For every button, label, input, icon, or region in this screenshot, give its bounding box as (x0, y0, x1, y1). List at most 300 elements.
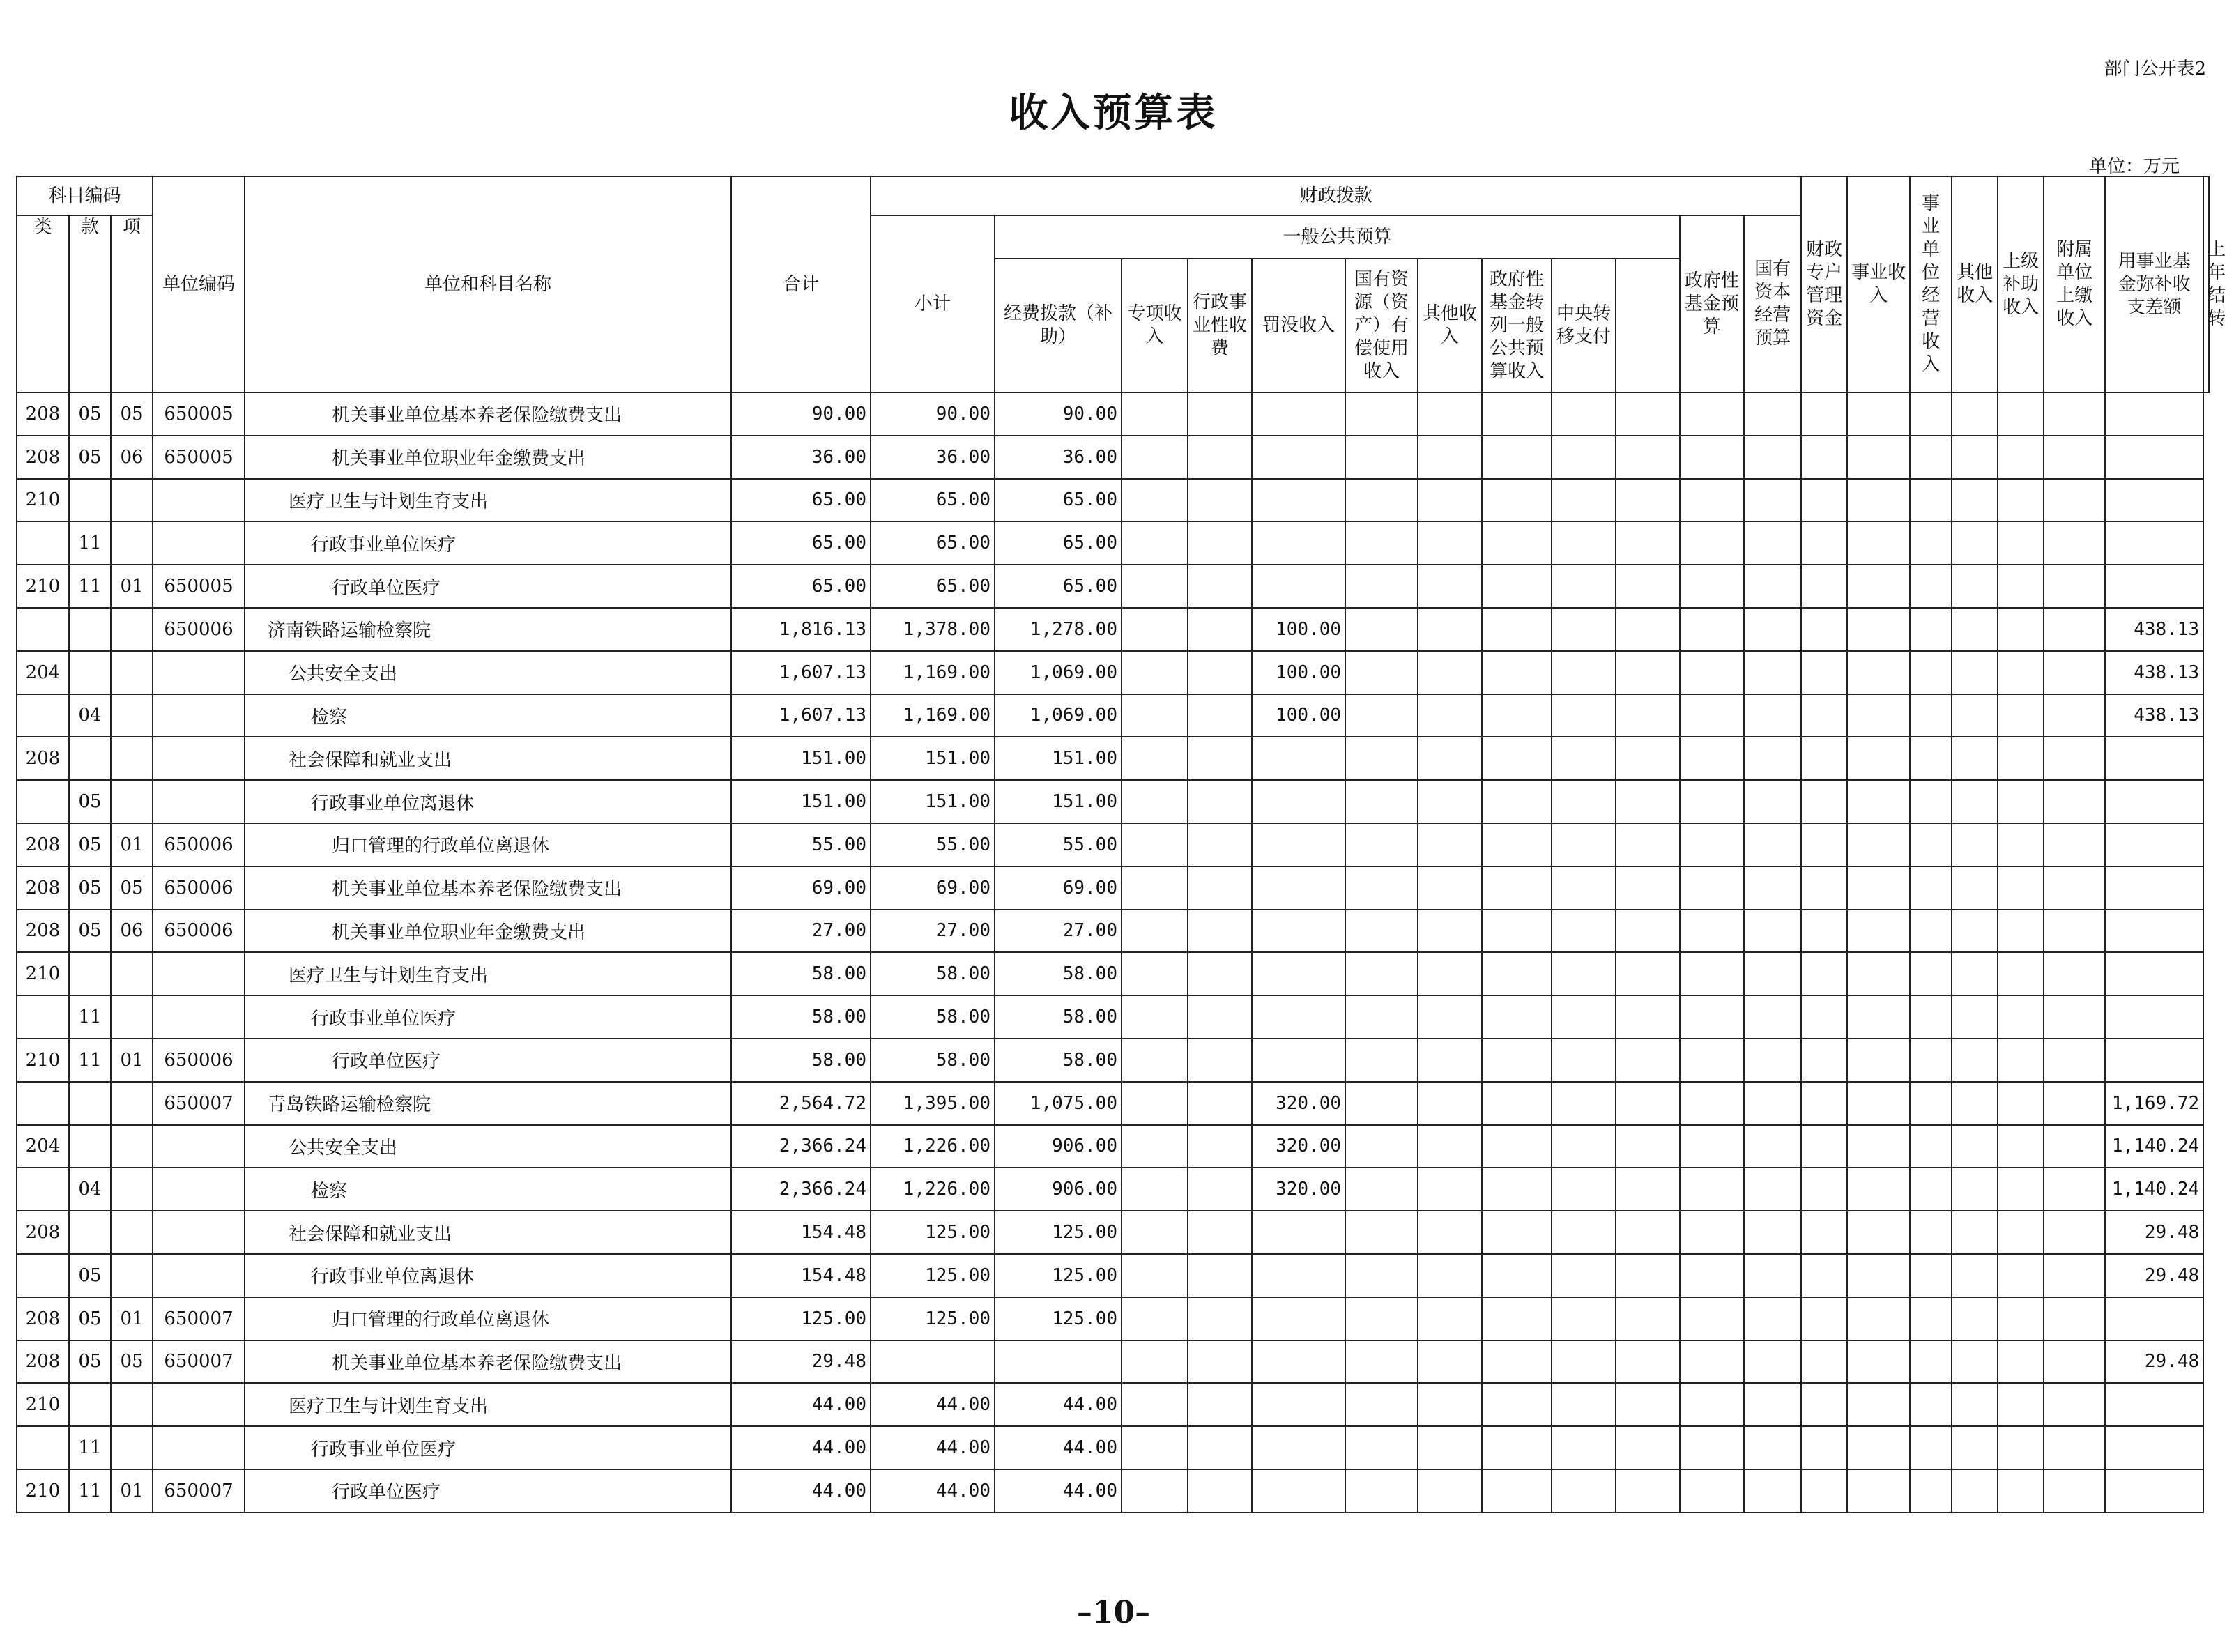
cell-carryover (2105, 780, 2203, 823)
cell-other-income-2 (1910, 1297, 1952, 1340)
cell-kuan (69, 1383, 111, 1426)
cell-total: 36.00 (731, 436, 871, 479)
cell-subtotal: 125.00 (871, 1211, 995, 1254)
cell-state-capital (1680, 1383, 1744, 1426)
cell-superior-subsidy (1952, 995, 1998, 1039)
cell-unit-code (153, 1125, 245, 1168)
cell-carryover: 438.13 (2105, 694, 2203, 737)
cell-kuan: 11 (69, 1039, 111, 1082)
cell-state-asset (1345, 608, 1418, 651)
cell-subtotal: 1,226.00 (871, 1168, 995, 1211)
header-funding: 经费拨款（补助） (995, 259, 1122, 392)
cell-superior-subsidy (1952, 1426, 1998, 1469)
cell-other-income-1 (1418, 780, 1482, 823)
table-body (17, 392, 2209, 1513)
cell-affiliated-payment (1998, 1211, 2044, 1254)
cell-gov-fund-budget (1616, 780, 1680, 823)
cell-superior-subsidy (1952, 436, 1998, 479)
cell-kuan (69, 651, 111, 694)
cell-fine-income (1252, 1340, 1345, 1384)
cell-admin-fee (1188, 1125, 1252, 1168)
cell-kuan: 05 (69, 866, 111, 910)
cell-other-income-1 (1418, 1340, 1482, 1384)
cell-lei (17, 1168, 69, 1211)
cell-carryover (2105, 392, 2203, 436)
table-row (17, 1125, 2209, 1168)
table-row (17, 1211, 2209, 1254)
cell-central-transfer (1552, 694, 1616, 737)
cell-fine-income: 320.00 (1252, 1082, 1345, 1125)
cell-fund-balance (2044, 780, 2105, 823)
table-row (17, 866, 2209, 910)
cell-affiliated-payment (1998, 392, 2044, 436)
header-fund-balance: 用事业基金弥补收支差额 (2105, 176, 2203, 392)
cell-fund-balance (2044, 1125, 2105, 1168)
cell-gov-fund-budget (1616, 436, 1680, 479)
cell-fine-income (1252, 565, 1345, 608)
table-header (17, 176, 2226, 392)
cell-admin-fee (1188, 1039, 1252, 1082)
cell-unit-name: 社会保障和就业支出 (245, 737, 731, 780)
cell-fund-balance (2044, 651, 2105, 694)
cell-state-capital (1680, 866, 1744, 910)
cell-fund-balance (2044, 436, 2105, 479)
cell-unit-name: 行政事业单位医疗 (245, 995, 731, 1039)
cell-subtotal: 58.00 (871, 952, 995, 995)
cell-affiliated-payment (1998, 694, 2044, 737)
cell-lei (17, 608, 69, 651)
cell-other-income-1 (1418, 866, 1482, 910)
cell-other-income-2 (1910, 1082, 1952, 1125)
cell-operating-income (1847, 1168, 1910, 1211)
cell-superior-subsidy (1952, 1469, 1998, 1513)
cell-subtotal: 65.00 (871, 479, 995, 522)
cell-subtotal: 151.00 (871, 737, 995, 780)
cell-gov-fund-transfer (1482, 823, 1552, 866)
cell-affiliated-payment (1998, 479, 2044, 522)
cell-other-income-1 (1418, 694, 1482, 737)
cell-gov-fund-budget (1616, 479, 1680, 522)
cell-central-transfer (1552, 866, 1616, 910)
cell-unit-name: 归口管理的行政单位离退休 (245, 823, 731, 866)
cell-other-income-2 (1910, 436, 1952, 479)
table-row (17, 995, 2209, 1039)
cell-unit-name: 机关事业单位基本养老保险缴费支出 (245, 392, 731, 436)
unit-label: 单位：万元 (2088, 156, 2180, 177)
cell-superior-subsidy (1952, 1297, 1998, 1340)
cell-funding: 906.00 (995, 1168, 1122, 1211)
cell-gov-fund-transfer (1482, 1426, 1552, 1469)
cell-other-income-1 (1418, 995, 1482, 1039)
cell-other-income-2 (1910, 1340, 1952, 1384)
cell-fine-income (1252, 823, 1345, 866)
cell-operating-income (1847, 694, 1910, 737)
cell-funding: 44.00 (995, 1383, 1122, 1426)
header-subject-code: 科目编码 (17, 176, 153, 215)
cell-state-capital (1680, 1125, 1744, 1168)
cell-kuan: 11 (69, 521, 111, 565)
cell-affiliated-payment (1998, 1383, 2044, 1426)
cell-subtotal: 151.00 (871, 780, 995, 823)
cell-superior-subsidy (1952, 1039, 1998, 1082)
table-row (17, 479, 2209, 522)
cell-xiang: 01 (111, 1297, 153, 1340)
cell-xiang: 01 (111, 823, 153, 866)
cell-other-income-1 (1418, 1168, 1482, 1211)
cell-state-capital (1680, 737, 1744, 780)
cell-fine-income (1252, 479, 1345, 522)
cell-gov-fund-transfer (1482, 1254, 1552, 1297)
cell-kuan: 04 (69, 694, 111, 737)
cell-other-income-2 (1910, 1039, 1952, 1082)
table-row (17, 737, 2209, 780)
cell-state-capital (1680, 1254, 1744, 1297)
cell-kuan: 05 (69, 1297, 111, 1340)
cell-other-income-2 (1910, 651, 1952, 694)
cell-lei: 208 (17, 866, 69, 910)
header-operating-income: 事业单位经营收入 (1910, 176, 1952, 392)
header-other-income-2: 其他收入 (1952, 176, 1998, 392)
cell-fine-income (1252, 436, 1345, 479)
cell-affiliated-payment (1998, 1039, 2044, 1082)
table-row (17, 1469, 2209, 1513)
cell-fund-balance (2044, 1211, 2105, 1254)
cell-central-transfer (1552, 1168, 1616, 1211)
table-row (17, 651, 2209, 694)
cell-state-asset (1345, 1211, 1418, 1254)
cell-subtotal: 1,378.00 (871, 608, 995, 651)
cell-central-transfer (1552, 952, 1616, 995)
cell-fund-balance (2044, 1297, 2105, 1340)
cell-fund-balance (2044, 952, 2105, 995)
cell-business-income (1801, 1082, 1847, 1125)
cell-unit-code (153, 694, 245, 737)
cell-fund-balance (2044, 608, 2105, 651)
cell-state-capital (1680, 995, 1744, 1039)
cell-total: 154.48 (731, 1211, 871, 1254)
cell-other-income-1 (1418, 1125, 1482, 1168)
cell-operating-income (1847, 866, 1910, 910)
cell-operating-income (1847, 479, 1910, 522)
cell-kuan: 05 (69, 392, 111, 436)
cell-funding: 58.00 (995, 995, 1122, 1039)
cell-fund-balance (2044, 1383, 2105, 1426)
cell-kuan: 05 (69, 1254, 111, 1297)
cell-fiscal-special (1744, 995, 1801, 1039)
cell-fiscal-special (1744, 436, 1801, 479)
cell-central-transfer (1552, 995, 1616, 1039)
cell-state-capital (1680, 1082, 1744, 1125)
cell-kuan (69, 1211, 111, 1254)
header-subtotal: 小计 (871, 215, 995, 392)
cell-gov-fund-budget (1616, 1469, 1680, 1513)
cell-lei: 204 (17, 1125, 69, 1168)
cell-fund-balance (2044, 866, 2105, 910)
cell-special-income (1122, 436, 1188, 479)
cell-fine-income (1252, 1426, 1345, 1469)
cell-gov-fund-transfer (1482, 565, 1552, 608)
cell-special-income (1122, 737, 1188, 780)
cell-fiscal-special (1744, 780, 1801, 823)
table-row (17, 1082, 2209, 1125)
cell-subtotal: 58.00 (871, 1039, 995, 1082)
cell-other-income-1 (1418, 1082, 1482, 1125)
table-row (17, 1383, 2209, 1426)
cell-state-asset (1345, 392, 1418, 436)
cell-carryover (2105, 910, 2203, 953)
cell-special-income (1122, 392, 1188, 436)
cell-unit-code (153, 521, 245, 565)
cell-central-transfer (1552, 823, 1616, 866)
cell-funding: 151.00 (995, 780, 1122, 823)
cell-state-capital (1680, 1297, 1744, 1340)
cell-carryover (2105, 436, 2203, 479)
cell-other-income-1 (1418, 1469, 1482, 1513)
cell-superior-subsidy (1952, 565, 1998, 608)
cell-unit-name: 济南铁路运输检察院 (245, 608, 731, 651)
cell-other-income-2 (1910, 565, 1952, 608)
cell-funding: 58.00 (995, 1039, 1122, 1082)
cell-fine-income (1252, 780, 1345, 823)
cell-state-asset (1345, 737, 1418, 780)
header-gov-fund-budget: 政府性基金预算 (1680, 215, 1744, 392)
cell-gov-fund-budget (1616, 1082, 1680, 1125)
cell-other-income-2 (1910, 1426, 1952, 1469)
cell-operating-income (1847, 1082, 1910, 1125)
cell-unit-code: 650007 (153, 1469, 245, 1513)
cell-operating-income (1847, 1254, 1910, 1297)
cell-affiliated-payment (1998, 866, 2044, 910)
cell-unit-name: 检察 (245, 694, 731, 737)
cell-central-transfer (1552, 1340, 1616, 1384)
cell-state-capital (1680, 1469, 1744, 1513)
cell-kuan: 05 (69, 1340, 111, 1384)
cell-fine-income: 320.00 (1252, 1125, 1345, 1168)
cell-superior-subsidy (1952, 521, 1998, 565)
cell-kuan (69, 1125, 111, 1168)
cell-state-asset (1345, 1125, 1418, 1168)
cell-other-income-1 (1418, 1039, 1482, 1082)
cell-carryover (2105, 521, 2203, 565)
cell-admin-fee (1188, 910, 1252, 953)
cell-central-transfer (1552, 780, 1616, 823)
cell-gov-fund-budget (1616, 866, 1680, 910)
cell-kuan: 05 (69, 780, 111, 823)
cell-state-capital (1680, 780, 1744, 823)
cell-total: 65.00 (731, 479, 871, 522)
cell-state-capital (1680, 479, 1744, 522)
cell-unit-name: 归口管理的行政单位离退休 (245, 1297, 731, 1340)
table-row (17, 1039, 2209, 1082)
cell-state-asset (1345, 1254, 1418, 1297)
cell-unit-name: 行政事业单位离退休 (245, 1254, 731, 1297)
cell-operating-income (1847, 1039, 1910, 1082)
cell-other-income-1 (1418, 521, 1482, 565)
cell-affiliated-payment (1998, 1297, 2044, 1340)
cell-unit-name: 机关事业单位职业年金缴费支出 (245, 436, 731, 479)
cell-xiang: 01 (111, 565, 153, 608)
cell-funding: 55.00 (995, 823, 1122, 866)
cell-gov-fund-budget (1616, 737, 1680, 780)
cell-fine-income (1252, 1211, 1345, 1254)
cell-fine-income: 100.00 (1252, 651, 1345, 694)
cell-admin-fee (1188, 1469, 1252, 1513)
cell-affiliated-payment (1998, 995, 2044, 1039)
cell-carryover: 29.48 (2105, 1340, 2203, 1384)
header-business-income: 事业收入 (1847, 176, 1910, 392)
cell-subtotal: 55.00 (871, 823, 995, 866)
cell-affiliated-payment (1998, 1254, 2044, 1297)
cell-special-income (1122, 823, 1188, 866)
table-row (17, 392, 2209, 436)
cell-carryover (2105, 1039, 2203, 1082)
cell-other-income-1 (1418, 737, 1482, 780)
cell-lei: 208 (17, 1340, 69, 1384)
cell-special-income (1122, 608, 1188, 651)
cell-operating-income (1847, 392, 1910, 436)
cell-fund-balance (2044, 1254, 2105, 1297)
cell-business-income (1801, 608, 1847, 651)
cell-total: 151.00 (731, 737, 871, 780)
cell-fiscal-special (1744, 392, 1801, 436)
cell-lei: 210 (17, 1039, 69, 1082)
cell-other-income-1 (1418, 436, 1482, 479)
cell-unit-code: 650006 (153, 910, 245, 953)
cell-special-income (1122, 1383, 1188, 1426)
cell-central-transfer (1552, 1426, 1616, 1469)
cell-state-asset (1345, 1340, 1418, 1384)
cell-lei (17, 1254, 69, 1297)
cell-carryover (2105, 479, 2203, 522)
cell-kuan: 11 (69, 1469, 111, 1513)
cell-other-income-2 (1910, 952, 1952, 995)
cell-fine-income (1252, 521, 1345, 565)
cell-carryover (2105, 737, 2203, 780)
cell-other-income-1 (1418, 392, 1482, 436)
cell-special-income (1122, 1254, 1188, 1297)
header-empty-general (1616, 259, 1680, 392)
cell-xiang (111, 694, 153, 737)
cell-funding: 44.00 (995, 1426, 1122, 1469)
cell-carryover (2105, 866, 2203, 910)
cell-fund-balance (2044, 1469, 2105, 1513)
cell-fine-income (1252, 910, 1345, 953)
cell-business-income (1801, 1426, 1847, 1469)
cell-total: 90.00 (731, 392, 871, 436)
cell-business-income (1801, 392, 1847, 436)
cell-special-income (1122, 910, 1188, 953)
cell-xiang: 01 (111, 1039, 153, 1082)
header-kuan: 款 (69, 215, 111, 392)
cell-carryover (2105, 823, 2203, 866)
cell-fund-balance (2044, 392, 2105, 436)
cell-funding: 27.00 (995, 910, 1122, 953)
cell-state-capital (1680, 651, 1744, 694)
cell-unit-name: 机关事业单位基本养老保险缴费支出 (245, 1340, 731, 1384)
cell-funding: 151.00 (995, 737, 1122, 780)
cell-state-asset (1345, 1469, 1418, 1513)
cell-state-capital (1680, 910, 1744, 953)
cell-affiliated-payment (1998, 1426, 2044, 1469)
cell-unit-code (153, 1383, 245, 1426)
cell-operating-income (1847, 910, 1910, 953)
cell-admin-fee (1188, 1168, 1252, 1211)
cell-other-income-2 (1910, 608, 1952, 651)
cell-xiang (111, 1082, 153, 1125)
cell-unit-name: 公共安全支出 (245, 651, 731, 694)
cell-lei: 208 (17, 737, 69, 780)
cell-fund-balance (2044, 823, 2105, 866)
cell-unit-name: 机关事业单位基本养老保险缴费支出 (245, 866, 731, 910)
cell-unit-code (153, 1168, 245, 1211)
cell-carryover (2105, 1426, 2203, 1469)
cell-lei: 210 (17, 1383, 69, 1426)
cell-gov-fund-transfer (1482, 1125, 1552, 1168)
cell-other-income-2 (1910, 823, 1952, 866)
cell-gov-fund-transfer (1482, 866, 1552, 910)
cell-fiscal-special (1744, 737, 1801, 780)
header-state-asset: 国有资源（资产）有偿使用收入 (1345, 259, 1418, 392)
cell-state-asset (1345, 1082, 1418, 1125)
cell-gov-fund-budget (1616, 1340, 1680, 1384)
cell-business-income (1801, 1211, 1847, 1254)
cell-admin-fee (1188, 1383, 1252, 1426)
cell-fiscal-special (1744, 1254, 1801, 1297)
cell-state-capital (1680, 521, 1744, 565)
cell-subtotal: 44.00 (871, 1426, 995, 1469)
cell-unit-name: 公共安全支出 (245, 1125, 731, 1168)
cell-fine-income (1252, 737, 1345, 780)
cell-carryover (2105, 995, 2203, 1039)
cell-xiang: 06 (111, 436, 153, 479)
cell-fund-balance (2044, 1168, 2105, 1211)
cell-subtotal: 65.00 (871, 565, 995, 608)
cell-total: 55.00 (731, 823, 871, 866)
cell-xiang (111, 1254, 153, 1297)
cell-superior-subsidy (1952, 392, 1998, 436)
cell-admin-fee (1188, 392, 1252, 436)
cell-operating-income (1847, 737, 1910, 780)
cell-operating-income (1847, 1469, 1910, 1513)
cell-superior-subsidy (1952, 1254, 1998, 1297)
cell-admin-fee (1188, 1082, 1252, 1125)
cell-funding: 58.00 (995, 952, 1122, 995)
cell-state-capital (1680, 694, 1744, 737)
cell-lei (17, 694, 69, 737)
cell-funding: 65.00 (995, 565, 1122, 608)
cell-affiliated-payment (1998, 1469, 2044, 1513)
table-row (17, 952, 2209, 995)
cell-total: 44.00 (731, 1426, 871, 1469)
cell-other-income-2 (1910, 910, 1952, 953)
cell-gov-fund-transfer (1482, 995, 1552, 1039)
cell-business-income (1801, 1254, 1847, 1297)
header-special-income: 专项收入 (1122, 259, 1188, 392)
cell-fiscal-special (1744, 910, 1801, 953)
cell-fiscal-special (1744, 565, 1801, 608)
cell-operating-income (1847, 823, 1910, 866)
cell-fine-income (1252, 1039, 1345, 1082)
cell-other-income-2 (1910, 694, 1952, 737)
cell-kuan (69, 737, 111, 780)
cell-superior-subsidy (1952, 1340, 1998, 1384)
cell-unit-code: 650005 (153, 565, 245, 608)
cell-affiliated-payment (1998, 1340, 2044, 1384)
cell-carryover (2105, 1469, 2203, 1513)
cell-total: 58.00 (731, 995, 871, 1039)
cell-total: 154.48 (731, 1254, 871, 1297)
cell-gov-fund-transfer (1482, 1469, 1552, 1513)
